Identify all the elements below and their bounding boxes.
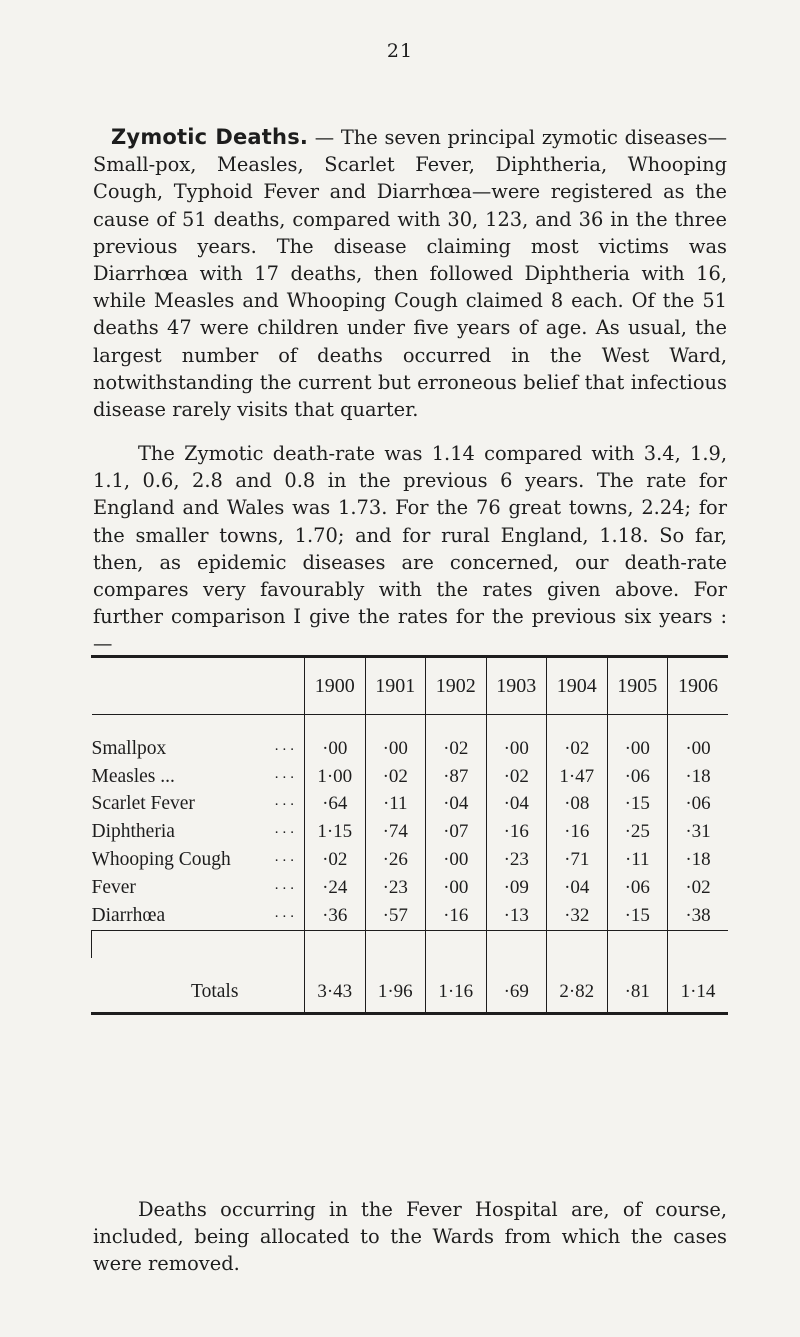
total-value: ·69: [486, 958, 547, 1012]
rate-value: ·16: [547, 818, 608, 846]
table-row: [92, 715, 729, 763]
totals-label: [92, 958, 305, 1012]
rate-value: ·18: [668, 763, 729, 791]
zymotic-rates-table: [91, 655, 728, 1015]
rate-value: ·02: [547, 715, 608, 763]
paragraph-zymotic-deaths: [93, 124, 727, 423]
rate-value: ·04: [486, 791, 547, 819]
section-heading: Zymotic Deaths.: [111, 125, 309, 149]
total-value: 3·43: [305, 958, 366, 1012]
paragraph-death-rate: The Zymotic death-rate was 1.14 compared with 3.4, 1.9, 1.1, 0.6, 2.8 and 0.8 in the previous 6 years. The rate for England and Wales was 1.73. For the 76 great towns, 2.24; for the smaller towns, 1.70; and for rural England, 1.18. So far, then, as epidemic diseases are concerned, our death-rate compares very favourably with the rates given above. For further comparison I give the rates for the previous six years : —: [93, 442, 727, 656]
rate-value: 1·00: [305, 763, 366, 791]
table-header-row: [92, 658, 729, 715]
year-header: 1903: [486, 658, 547, 715]
rate-value: ·06: [607, 874, 668, 902]
rate-value: ·11: [607, 846, 668, 874]
row-label-text: Measles ...: [91, 765, 175, 787]
rate-value: ·74: [365, 818, 426, 846]
rate-value: 1·47: [547, 763, 608, 791]
dot-leaders: ...: [274, 793, 298, 810]
year-header: 1901: [365, 658, 426, 715]
table-row: [92, 874, 729, 902]
rate-value: ·00: [426, 846, 487, 874]
rate-value: ·04: [547, 874, 608, 902]
dot-leaders: ...: [274, 904, 298, 921]
row-label-text: Diphtheria: [91, 821, 175, 843]
rate-value: ·31: [668, 818, 729, 846]
rate-value: ·02: [365, 763, 426, 791]
total-value: 1·14: [668, 958, 729, 1012]
rate-value: ·08: [547, 791, 608, 819]
rate-value: ·00: [486, 715, 547, 763]
table-bottom-rule: [91, 1012, 728, 1015]
rate-value: 1·15: [305, 818, 366, 846]
rate-value: ·64: [305, 791, 366, 819]
total-value: 1·96: [365, 958, 426, 1012]
paragraph-fever-hospital: Deaths occurring in the Fever Hospital are, of course, included, being allocated to the Wards from which the cases were removed.: [93, 1198, 727, 1276]
rate-value: ·04: [426, 791, 487, 819]
rate-value: ·25: [607, 818, 668, 846]
rate-value: ·87: [426, 763, 487, 791]
rate-value: ·15: [607, 791, 668, 819]
row-label-text: Totals: [191, 981, 239, 1003]
total-value: 1·16: [426, 958, 487, 1012]
totals-row: [92, 958, 729, 1012]
row-label-text: Whooping Cough: [91, 849, 231, 871]
rate-value: ·38: [668, 902, 729, 930]
row-label-text: Smallpox: [91, 737, 167, 759]
rate-value: ·26: [365, 846, 426, 874]
disease-label: [92, 902, 305, 930]
year-header: 1905: [607, 658, 668, 715]
row-label-text: Scarlet Fever: [91, 793, 195, 815]
disease-label: [92, 874, 305, 902]
table-row: [92, 791, 729, 819]
rate-value: ·02: [426, 715, 487, 763]
rate-value: ·00: [668, 715, 729, 763]
year-header: 1900: [305, 658, 366, 715]
rate-value: ·18: [668, 846, 729, 874]
dot-leaders: ...: [274, 849, 298, 866]
rate-value: ·02: [486, 763, 547, 791]
dot-leaders: ...: [274, 737, 298, 754]
rate-value: ·00: [365, 715, 426, 763]
row-label-text: Fever: [91, 876, 136, 898]
table-row: [92, 846, 729, 874]
disease-label: [92, 818, 305, 846]
rate-value: ·13: [486, 902, 547, 930]
total-value: ·81: [607, 958, 668, 1012]
disease-label: [92, 791, 305, 819]
rate-value: ·23: [365, 874, 426, 902]
rate-value: ·71: [547, 846, 608, 874]
rate-value: ·00: [426, 874, 487, 902]
rate-value: ·06: [607, 763, 668, 791]
rate-value: ·02: [668, 874, 729, 902]
disease-label: [92, 846, 305, 874]
year-header: 1906: [668, 658, 729, 715]
table-row: [92, 763, 729, 791]
dot-leaders: ...: [274, 821, 298, 838]
header-blank: [92, 658, 305, 715]
totals-rule: [92, 930, 729, 958]
rate-value: ·57: [365, 902, 426, 930]
rate-value: ·24: [305, 874, 366, 902]
row-label-text: Diarrhœa: [91, 904, 166, 926]
rate-value: ·02: [305, 846, 366, 874]
rate-value: ·09: [486, 874, 547, 902]
table-row: [92, 902, 729, 930]
rate-value: ·16: [426, 902, 487, 930]
rates-table: [91, 658, 728, 1012]
page-number: 21: [386, 40, 414, 62]
paragraph-body: — The seven principal zymotic diseases—Small-pox, Measles, Scarlet Fever, Diphtheria, Whooping Cough, Typhoid Fever and Diarrhœa—were registered as the cause of 51 deaths, compared with 30, 123, and 36 in the three previous years. The disease claiming most victims was Diarrhœa with 17 deaths, then followed Diphtheria with 16, while Measles and Whooping Cough claimed 8 each. Of the 51 deaths 47 were children under five years of age. As usual, the largest number of deaths occurred in the West Ward, notwithstanding the current but erroneous belief that infectious disease rarely visits that quarter.: [93, 126, 727, 422]
total-value: 2·82: [547, 958, 608, 1012]
rate-value: ·06: [668, 791, 729, 819]
dot-leaders: ...: [274, 876, 298, 893]
year-header: 1902: [426, 658, 487, 715]
rate-value: ·36: [305, 902, 366, 930]
disease-label: [92, 715, 305, 763]
table-body: [92, 715, 729, 1012]
rate-value: ·16: [486, 818, 547, 846]
rate-value: ·00: [305, 715, 366, 763]
rate-value: ·00: [607, 715, 668, 763]
rate-value: ·32: [547, 902, 608, 930]
dot-leaders: ...: [274, 765, 298, 782]
rate-value: ·11: [365, 791, 426, 819]
disease-label: [92, 763, 305, 791]
table-row: [92, 818, 729, 846]
year-header: 1904: [547, 658, 608, 715]
rate-value: ·15: [607, 902, 668, 930]
rate-value: ·07: [426, 818, 487, 846]
rate-value: ·23: [486, 846, 547, 874]
